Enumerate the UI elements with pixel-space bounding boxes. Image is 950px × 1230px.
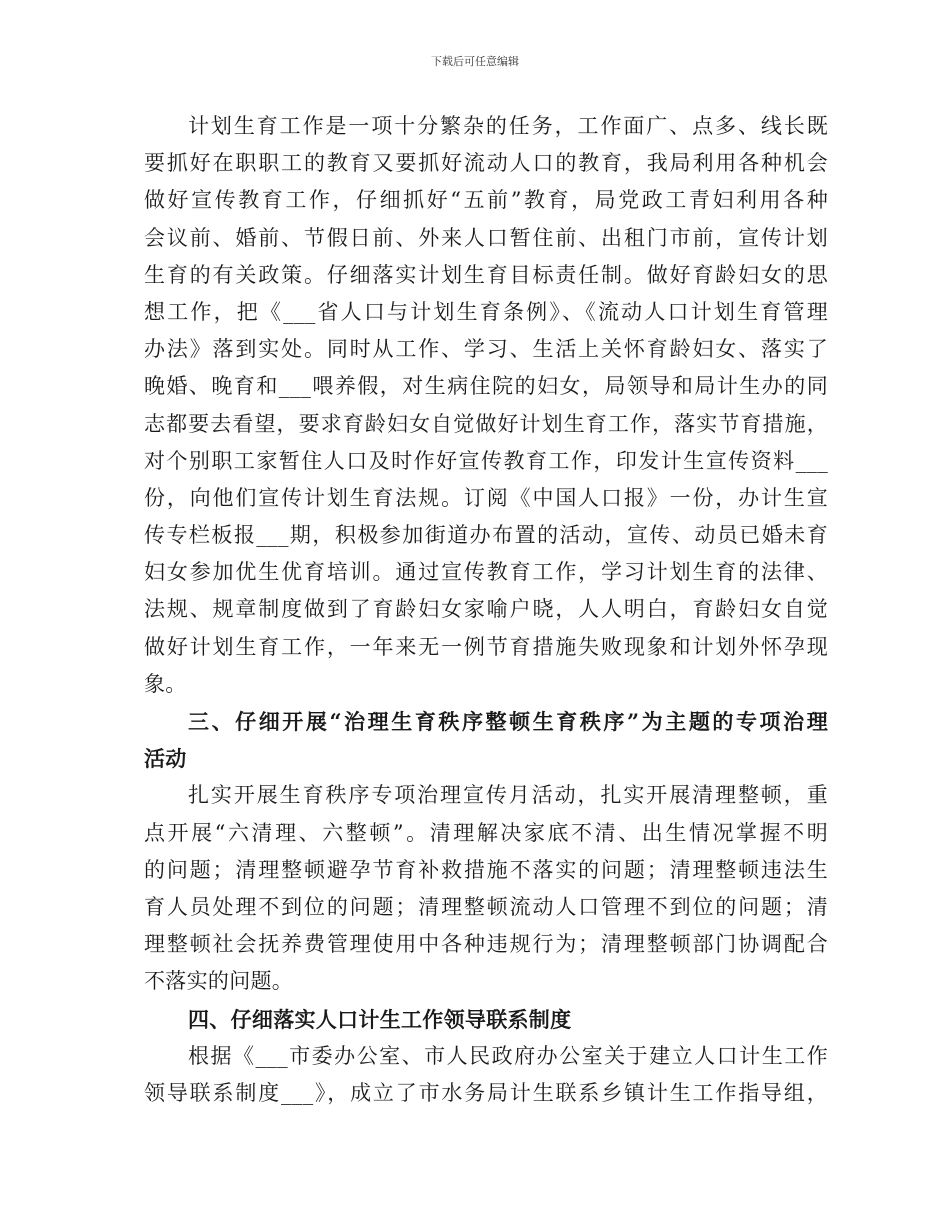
paragraph-line: 法规、规章制度做到了育龄妇女家喻户晓，人人明白，育龄妇女自觉 xyxy=(144,597,828,622)
section-heading: 活动 xyxy=(144,746,187,772)
paragraph-line: 不落实的问题。 xyxy=(144,969,294,994)
paragraph-line: 做好宣传教育工作，仔细抓好“五前”教育，局党政工青妇利用各种 xyxy=(144,188,828,213)
paragraph-line: 根据《___市委办公室、市人民政府办公室关于建立人口计生工作 xyxy=(188,1043,828,1068)
section-heading: 四、仔细落实人口计生工作领导联系制度 xyxy=(188,1006,572,1032)
paragraph-line: 生育的有关政策。仔细落实计划生育目标责任制。做好育龄妇女的思 xyxy=(144,262,828,287)
paragraph-line: 妇女参加优生优育培训。通过宣传教育工作，学习计划生育的法律、 xyxy=(144,560,828,585)
paragraph-line: 理整顿社会抚养费管理使用中各种违规行为；清理整顿部门协调配合 xyxy=(144,932,828,957)
paragraph-line: 的问题；清理整顿避孕节育补救措施不落实的问题；清理整顿违法生 xyxy=(144,857,828,882)
paragraph-line: 对个别职工家暂住人口及时作好宣传教育工作，印发计生宣传资料___ xyxy=(144,448,828,473)
paragraph-line: 办法》落到实处。同时从工作、学习、生活上关怀育龄妇女、落实了 xyxy=(144,337,828,362)
paragraph-line: 扎实开展生育秩序专项治理宣传月活动，扎实开展清理整顿，重 xyxy=(188,783,828,808)
paragraph-line: 想工作，把《___省人口与计划生育条例》、《流动人口计划生育管理 xyxy=(144,299,828,324)
paragraph-line: 会议前、婚前、节假日前、外来人口暂住前、出租门市前，宣传计划 xyxy=(144,225,828,250)
paragraph-line: 象。 xyxy=(144,671,187,696)
page-header: 下载后可任意编辑 xyxy=(431,55,519,68)
paragraph-line: 志都要去看望，要求育龄妇女自觉做好计划生育工作，落实节育措施， xyxy=(144,411,828,436)
paragraph-line: 育人员处理不到位的问题；清理整顿流动人口管理不到位的问题；清 xyxy=(144,894,828,919)
section-heading: 三、仔细开展“治理生育秩序整顿生育秩序”为主题的专项治理 xyxy=(188,709,828,734)
paragraph-line: 晚婚、晚育和___喂养假，对生病住院的妇女，局领导和局计生办的同 xyxy=(144,374,828,399)
paragraph-line: 领导联系制度___》，成立了市水务局计生联系乡镇计生工作指导组， xyxy=(144,1080,828,1105)
paragraph-line: 传专栏板报___期，积极参加街道办布置的活动，宣传、动员已婚未育 xyxy=(144,523,828,548)
paragraph-line: 份，向他们宣传计划生育法规。订阅《中国人口报》一份，办计生宣 xyxy=(144,485,828,510)
paragraph-line: 计划生育工作是一项十分繁杂的任务，工作面广、点多、线长既 xyxy=(188,114,828,138)
document-body xyxy=(144,108,828,1112)
paragraph-line: 要抓好在职职工的教育又要抓好流动人口的教育，我局利用各种机会 xyxy=(144,151,828,176)
paragraph-line: 做好计划生育工作，一年来无一例节育措施失败现象和计划外怀孕现 xyxy=(144,634,828,659)
paragraph-line: 点开展“六清理、六整顿”。清理解决家底不清、出生情况掌握不明 xyxy=(144,820,828,845)
